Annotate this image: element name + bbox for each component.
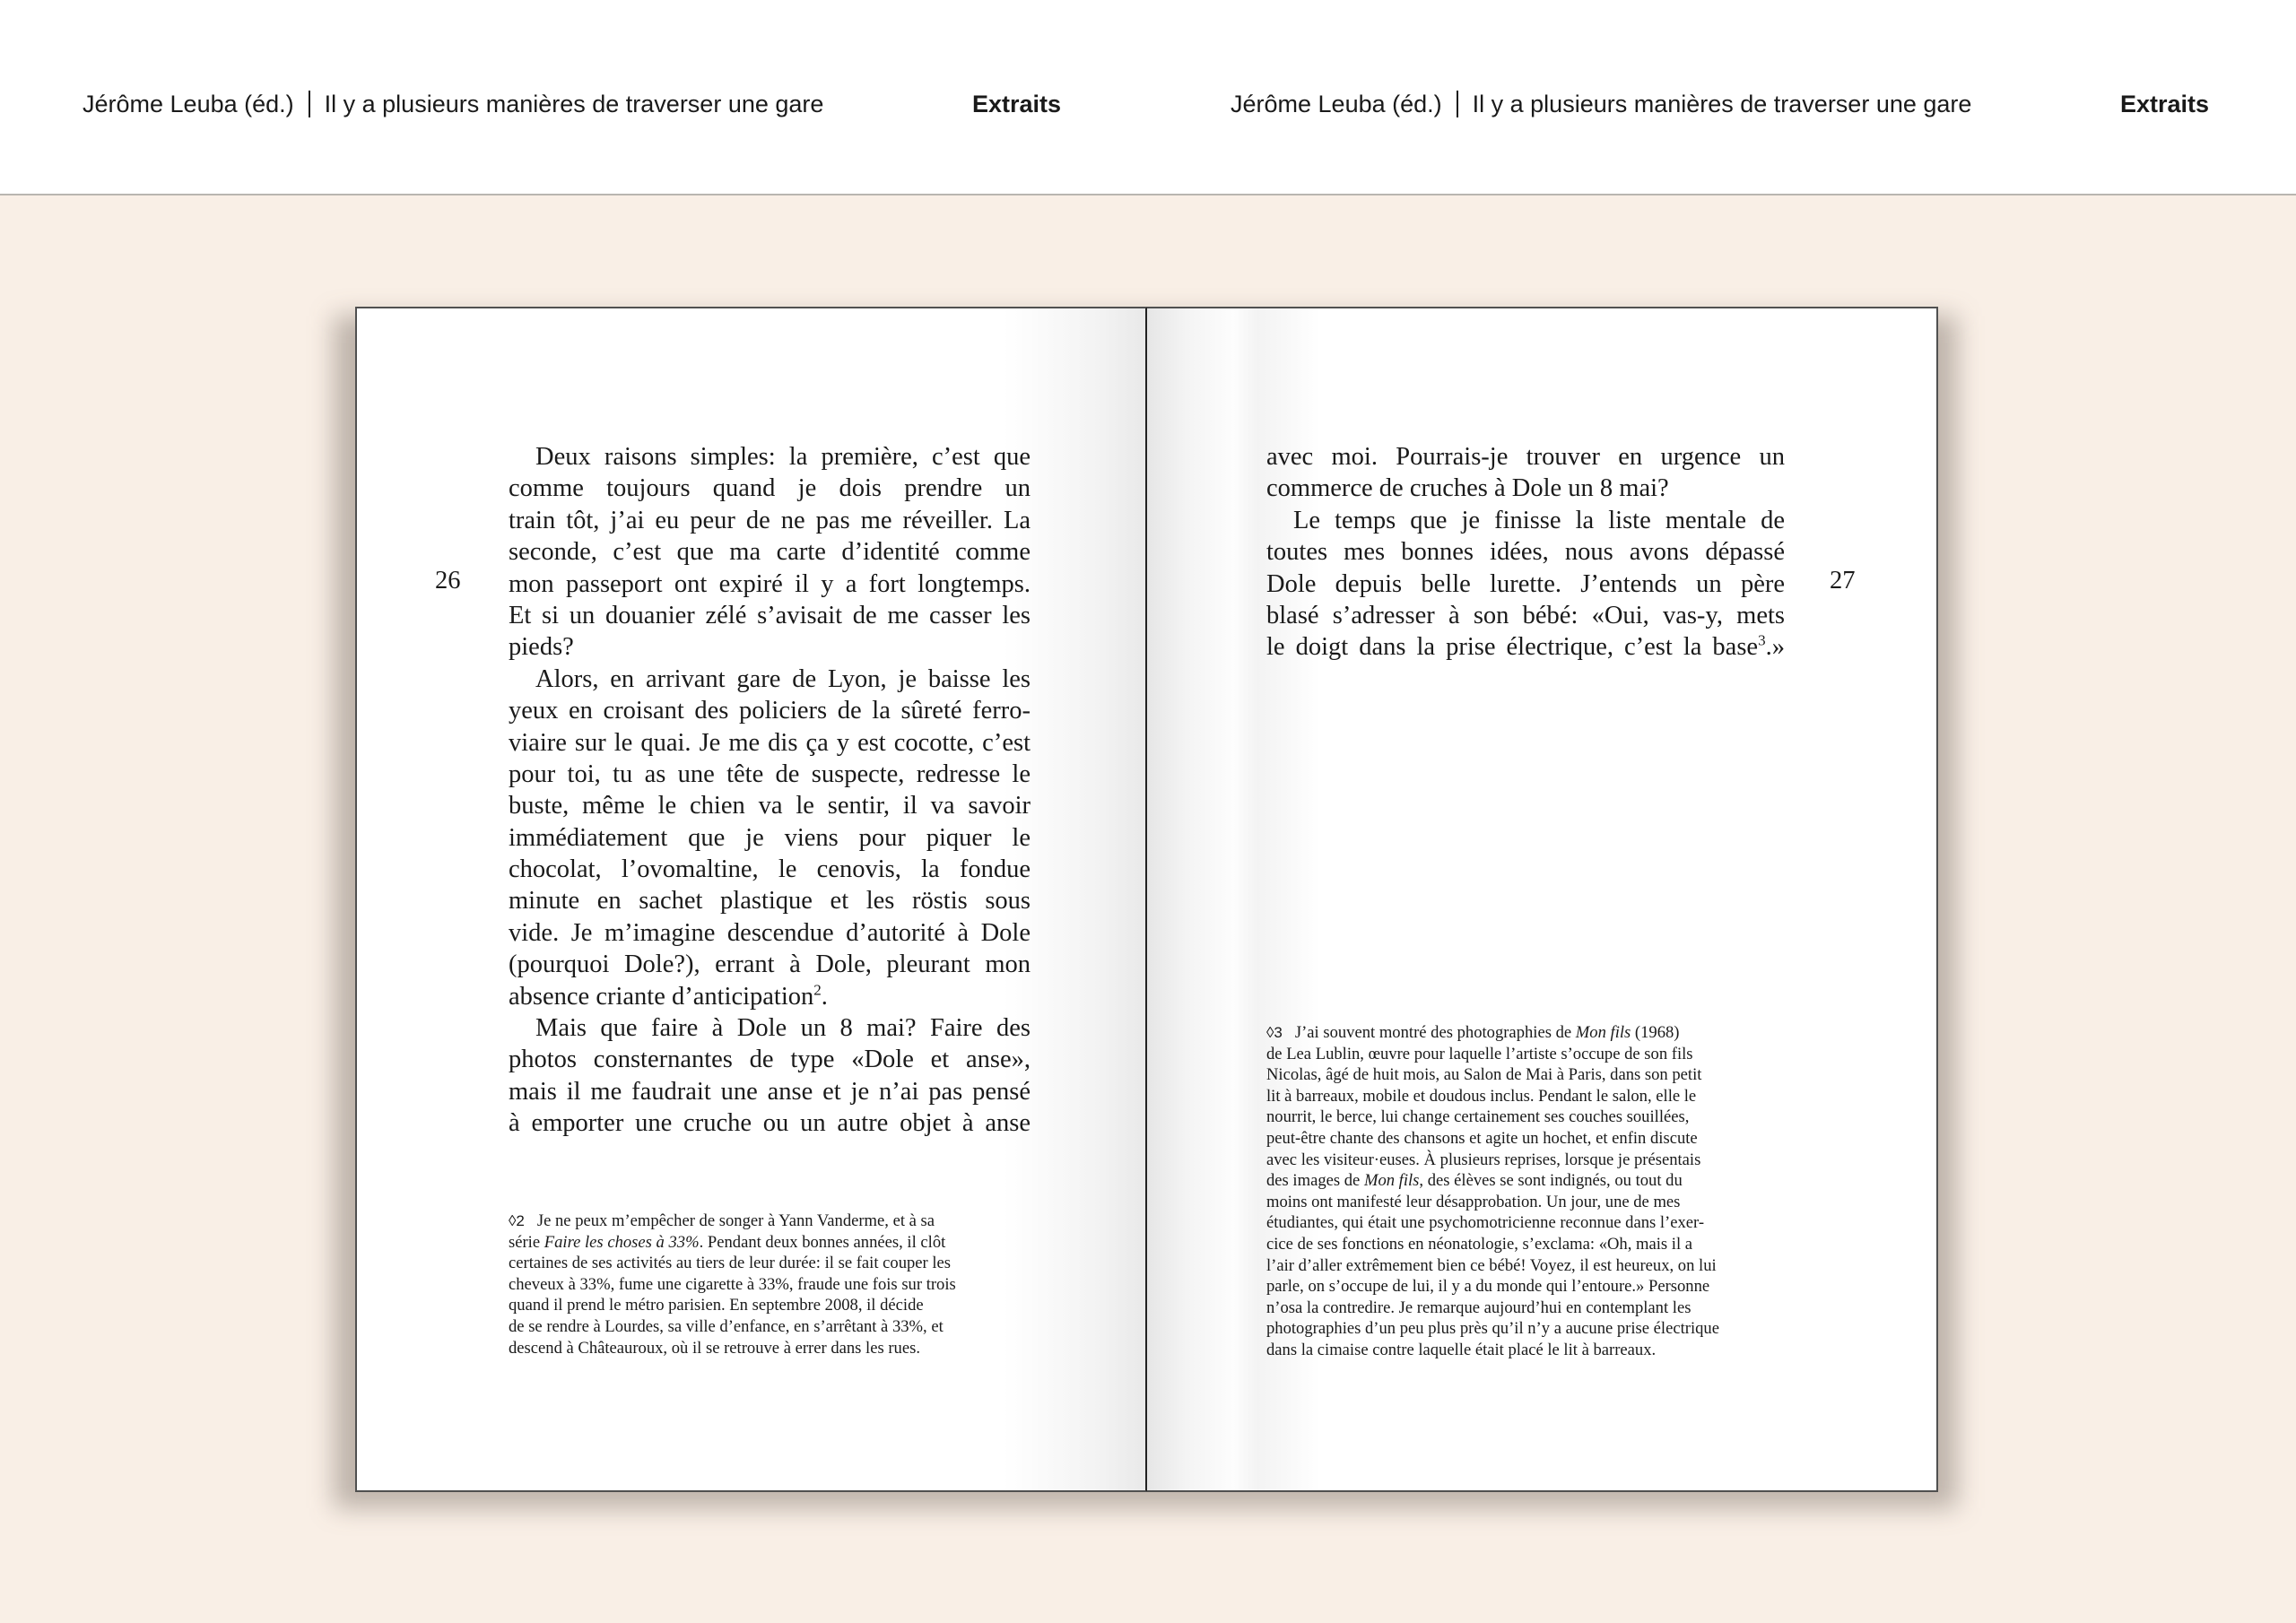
text-line-with-footnote: absence criante d’anticipation$^2$.	[509, 981, 828, 1011]
author-name: Jérôme Leuba (éd.)	[83, 90, 294, 117]
text-line: avec moi. Pourrais-je trouver en urgence un	[1266, 443, 1785, 471]
section-label-left[interactable]: Extraits	[972, 91, 1062, 117]
page-number: 26	[435, 567, 461, 595]
text-line: pieds?	[509, 633, 574, 662]
footnote-3: ◊3 J’ai souvent montré des photographies de Mon fils (1968) de Lea Lublin, œuvre pour laquelle l’artiste s’occupe de son fils Nicolas, âgé de huit mois, au Salon de Mai à Paris, dans son petit lit à barreaux, mobile et doudous inclus. Pendant le salon, elle le nourrit, le berce, lui change certainement ses couches souillées, peut-être chante des chansons et agite un hochet, et enfin discute avec les visiteur·euses. À plusieurs reprises, lorsque je présentais des images de Mon fils, des élèves se sont indignés, ou tout du moins ont manifesté leur désapprobation. Un jour, une de mes étudiantes, qui était une psychomotricienne reconnue dans l’exer- cice de ses fonctions en néonatologie, s’exclama: «Oh, mais il a l’air d’aller extrêmement bien ce bébé! Voyez, il est heureux, on lui parle, on s’occupe de lui, il y a du monde qui l’entoure.» Personne n’osa la contredire. Je remarque aujourd’hui en contemplant les photographies d’un peu plus près qu’il n’y a aucune prise électrique dans la cimaise contre laquelle était placé le lit à barreaux.	[1266, 1023, 1719, 1359]
site-header	[0, 0, 2296, 195]
running-head-left	[83, 86, 823, 122]
footnote-2: ◊2 Je ne peux m’empêcher de songer à Yann Vanderme, et à sa série Faire les choses à 33%. Pendant deux bonnes années, il clôt certaines de ses activités au tiers de leur durée: il se fait couper les cheveux à 33%, fume une cigarette à 33%, fraude une fois sur trois quand il prend le métro parisien. En septembre 2008, il décide de se rendre à Lourdes, sa ville d’enfance, en s’arrêtant à 33%, et descend à Châteauroux, où il se retrouve à errer dans les rues.	[509, 1211, 956, 1358]
author-name: Jérôme Leuba (éd.)	[1231, 90, 1442, 117]
text-line: Deux raisons simples: la première, c’est que	[535, 443, 1031, 471]
text-line: mais il me faudrait une anse et je n’ai pas pensé	[509, 1077, 1031, 1106]
running-head-right	[1231, 86, 1971, 122]
body-text	[509, 441, 1031, 1140]
text-line: à emporter une cruche ou un autre objet à anse	[509, 1109, 1031, 1138]
text-line: mon passeport ont expiré il y a fort longtemps.	[509, 569, 1031, 598]
text-line: train tôt, j’ai eu peur de ne pas me réveiller. La	[509, 506, 1031, 534]
divider	[309, 91, 310, 117]
section-label-right[interactable]: Extraits	[2120, 91, 2210, 117]
footnote-ref[interactable]: 3	[1758, 631, 1766, 649]
text-line: Mais que faire à Dole un 8 mai? Faire des	[535, 1014, 1031, 1043]
footnote-mark: ◊3	[1266, 1024, 1283, 1041]
body-text	[1266, 441, 1785, 664]
text-line: viaire sur le quai. Je me dis ça y est cocotte, c’est	[509, 728, 1031, 757]
text-line: (pourquoi Dole?), errant à Dole, pleurant mon	[509, 950, 1031, 979]
text-line: buste, même le chien va le sentir, il va savoir	[509, 792, 1031, 820]
artwork-title: Mon fils	[1363, 1171, 1420, 1191]
text-line-with-footnote: le doigt dans la prise électrique, c’est la base$^3$.»	[1266, 631, 1785, 662]
text-line: minute en sachet plastique et les röstis sous	[509, 887, 1031, 916]
text-line: immédiatement que je viens pour piquer le	[509, 823, 1031, 852]
footnote-mark: ◊2	[509, 1212, 525, 1229]
text-line: seconde, c’est que ma carte d’identité comme	[509, 538, 1031, 567]
book-title: Il y a plusieurs manières de traverser une gare	[324, 90, 824, 117]
text-line: chocolat, l’ovomaltine, le cenovis, la fondue	[509, 855, 1031, 884]
text-line: pour toi, tu as une tête de suspecte, redresse le	[509, 759, 1031, 788]
text-line: Le temps que je finisse la liste mentale de	[1293, 506, 1785, 534]
book-title: Il y a plusieurs manières de traverser une gare	[1472, 90, 1972, 117]
text-line: toutes mes bonnes idées, nous avons dépassé	[1266, 538, 1785, 567]
page-number: 27	[1830, 567, 1856, 595]
text-line: blasé s’adresser à son bébé: «Oui, vas-y, mets	[1266, 601, 1785, 629]
text-line: vide. Je m’imagine descendue d’autorité à Dole	[509, 918, 1031, 947]
text-line: comme toujours quand je dois prendre un	[509, 474, 1031, 503]
text-line: commerce de cruches à Dole un 8 mai?	[1266, 474, 1669, 503]
artwork-title: Faire les choses à 33%	[544, 1232, 700, 1252]
artwork-title: Mon fils	[1575, 1023, 1631, 1042]
text-line: photos consternantes de type «Dole et anse»,	[509, 1046, 1031, 1074]
divider	[1457, 91, 1458, 117]
page-right	[1147, 307, 1938, 1492]
text-line: yeux en croisant des policiers de la sûreté ferro-	[509, 697, 1031, 725]
page-left	[355, 307, 1148, 1492]
text-line: Dole depuis belle lurette. J’entends un père	[1266, 569, 1785, 598]
footnote-ref[interactable]: 2	[813, 981, 822, 999]
text-line: Alors, en arrivant gare de Lyon, je baisse les	[535, 664, 1031, 693]
text-line: Et si un douanier zélé s’avisait de me casser les	[509, 601, 1031, 629]
